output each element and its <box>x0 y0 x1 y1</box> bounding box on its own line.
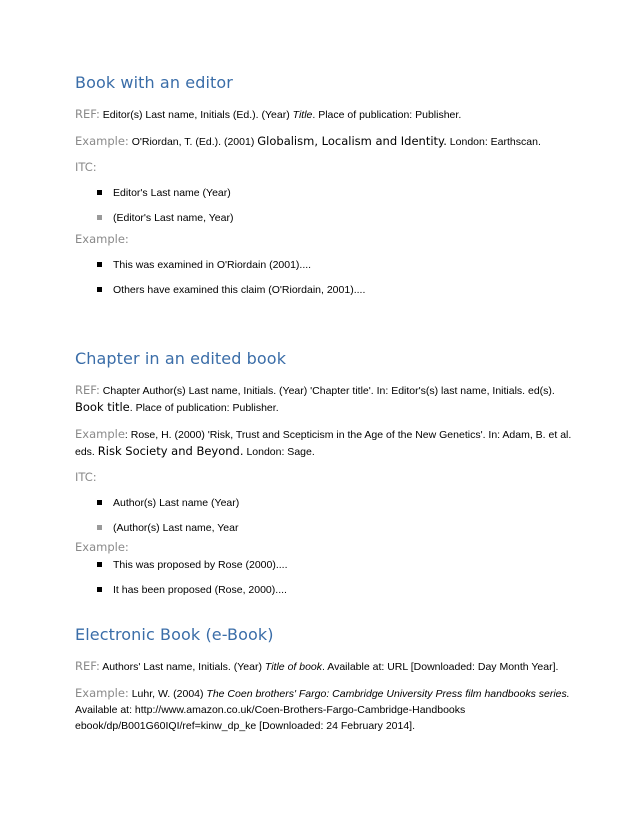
bullet-square-icon <box>97 562 102 567</box>
ref-label: REF: <box>75 107 100 121</box>
list-item: (Author(s) Last name, Year <box>97 521 578 535</box>
example-list <box>75 258 578 297</box>
example2-label: Example: <box>75 540 129 554</box>
ref-title: Title <box>292 109 313 121</box>
example-post: London: Earthscan. <box>449 136 541 148</box>
example-url-line: Available at: http://www.amazon.co.uk/Coen-Brothers-Fargo-Cambridge-Handbooks <box>75 704 466 716</box>
example-label: Example <box>75 427 125 441</box>
list-item: This was proposed by Rose (2000).... <box>97 558 578 572</box>
ref-label: REF: <box>75 383 100 397</box>
bullet-square-icon <box>97 500 102 505</box>
section-heading: Chapter in an edited book <box>75 349 287 368</box>
ref-rest: . Place of publication: Publisher. <box>312 109 462 121</box>
section-heading: Electronic Book (e-Book) <box>75 625 274 644</box>
section-book-with-editor <box>75 73 578 308</box>
bullet-square-icon <box>97 287 102 292</box>
section-electronic-book <box>75 625 578 744</box>
example-pre: O'Riordan, T. (Ed.). (2001) <box>131 136 255 148</box>
list-item: Editor's Last name (Year) <box>97 186 578 200</box>
example-line <box>75 133 578 150</box>
example-post: London: Sage. <box>246 446 315 458</box>
example-text: Luhr, W. (2004) <box>131 688 204 700</box>
bullet-square-icon <box>97 525 102 530</box>
itc-label: ITC: <box>75 470 97 484</box>
ref-line <box>75 106 578 123</box>
example-url-line-2: ebook/dp/B001G60IQI/ref=kinw_dp_ke [Downloaded: 24 February 2014]. <box>75 720 416 732</box>
example-text: : Rose, H. (2000) 'Risk, Trust and Scepticism in the Age of the New Genetics'. In: Adam, B. et al. eds. <box>75 429 572 458</box>
list-item: Others have examined this claim (O'Riordain, 2001).... <box>97 283 578 297</box>
example-title: Globalism, Localism and Identity. <box>257 134 447 148</box>
list-item: It has been proposed (Rose, 2000).... <box>97 583 578 597</box>
list-item: Author(s) Last name (Year) <box>97 496 578 510</box>
example-line <box>75 426 578 460</box>
ref-title: Book title <box>75 400 130 414</box>
itc-list <box>75 186 578 225</box>
example-list <box>75 558 578 597</box>
list-item: This was examined in O'Riordain (2001).... <box>97 258 578 272</box>
ref-line <box>75 658 578 675</box>
ref-title: Title of book <box>264 661 323 673</box>
ref-text: Authors' Last name, Initials. (Year) <box>102 661 262 673</box>
itc-label: ITC: <box>75 160 97 174</box>
example2-label: Example: <box>75 232 129 246</box>
example-line <box>75 685 578 702</box>
ref-line <box>75 382 578 416</box>
section-heading: Book with an editor <box>75 73 233 92</box>
example-label: Example: <box>75 134 129 148</box>
itc-list <box>75 496 578 535</box>
ref-label: REF: <box>75 659 100 673</box>
bullet-square-icon <box>97 190 102 195</box>
example-title: The Coen brothers' Fargo: Cambridge University Press film handbooks series. <box>206 688 570 700</box>
section-chapter-in-edited-book <box>75 349 578 608</box>
ref-text: Chapter Author(s) Last name, Initials. (Year) 'Chapter title'. In: Editor's(s) last name, Initials. ed(s). <box>102 385 555 397</box>
bullet-square-icon <box>97 587 102 592</box>
list-item: (Editor's Last name, Year) <box>97 211 578 225</box>
example-title: Risk Society and Beyond. <box>97 444 244 458</box>
bullet-square-icon <box>97 215 102 220</box>
ref-text: Editor(s) Last name, Initials (Ed.). (Year) <box>102 109 290 121</box>
bullet-square-icon <box>97 262 102 267</box>
example-label: Example: <box>75 686 129 700</box>
ref-rest: . Available at: URL [Downloaded: Day Month Year]. <box>322 661 559 673</box>
ref-rest: . Place of publication: Publisher. <box>129 402 279 414</box>
